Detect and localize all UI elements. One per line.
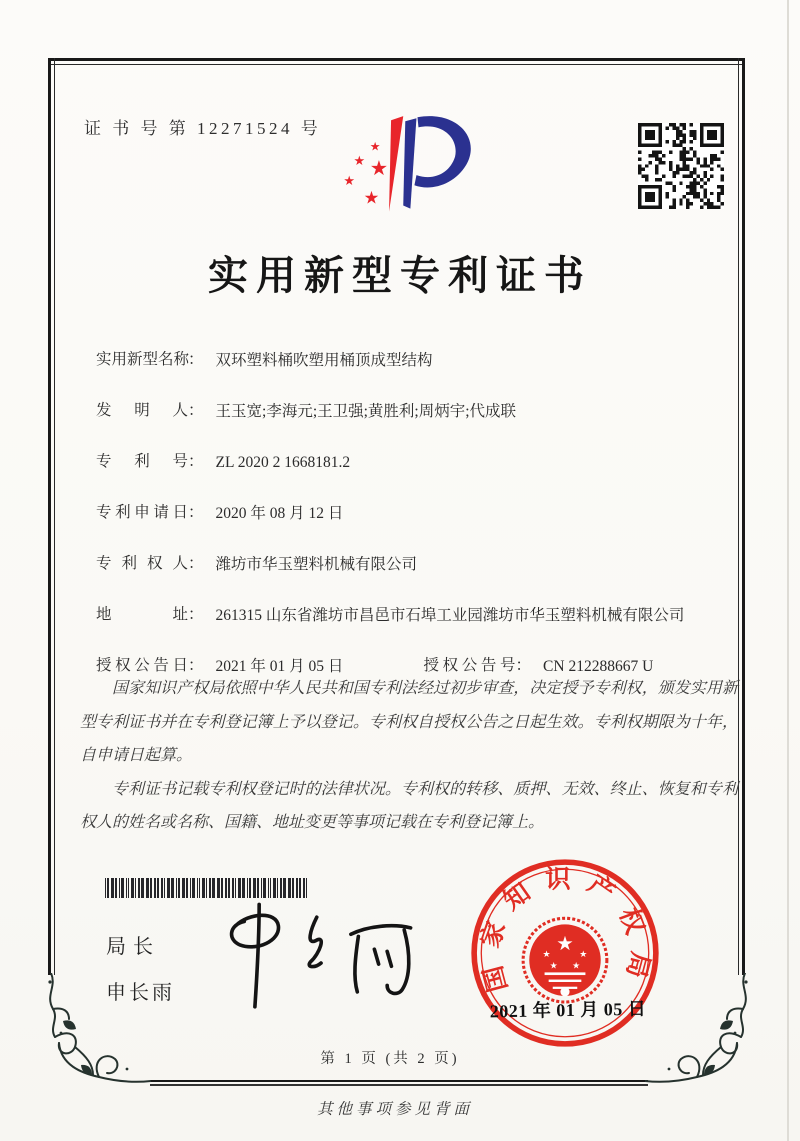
signer-name: 申长雨 [106, 982, 175, 1004]
frame-bottom-border [150, 1080, 648, 1086]
svg-text:★: ★ [343, 173, 356, 189]
svg-text:★: ★ [572, 960, 581, 971]
photo-edge-line [787, 0, 789, 1141]
national-emblem-icon [523, 918, 607, 1002]
signer-title: 局长 [106, 936, 160, 958]
field-value: 2020 年 08 月 12 日 [215, 505, 344, 522]
field-value: 261315 山东省潍坊市昌邑市石埠工业园潍坊市华玉塑料机械有限公司 [215, 607, 685, 624]
field-filing-date: 专利申请日 ： 2020 年 08 月 12 日 [96, 501, 708, 527]
field-label: 实用新型名称 [96, 351, 190, 368]
field-value: 王玉宽;李海元;王卫强;黄胜利;周炳宇;代成联 [215, 403, 517, 420]
svg-text:★: ★ [353, 152, 366, 168]
field-utility-model-name: 实用新型名称 ： 双环塑料桶吹塑用桶顶成型结构 [96, 348, 708, 374]
svg-text:★: ★ [542, 949, 551, 960]
svg-text:★: ★ [369, 158, 388, 181]
grant-number-label: 授权公告号 [423, 657, 516, 674]
field-label: 专利申请日 [96, 504, 188, 521]
svg-text:★: ★ [549, 960, 558, 971]
grant-number-value: CN 212288667 U [543, 658, 654, 675]
grant-row: 授权公告日 ： 2021 年 01 月 05 日 授权公告号 ： CN 212288667 U [96, 654, 708, 680]
barcode [105, 878, 317, 898]
qr-code [638, 123, 724, 209]
svg-text:★: ★ [579, 949, 588, 960]
svg-text:★: ★ [556, 933, 574, 955]
logo-stars [343, 140, 388, 208]
field-inventors: 发明人 ： 王玉宽;李海元;王卫强;黄胜利;周炳宇;代成联 [96, 399, 708, 425]
signature-icon [205, 898, 420, 1010]
paragraph-1: 国家知识产权局依照中华人民共和国专利法经过初步审查，决定授予专利权，颁发实用新型专利证书并在专利登记簿上予以登记。专利权自授权公告之日起生效。专利权期限为十年，自申请日起算。 [80, 680, 738, 764]
field-label: 地址 [96, 606, 188, 623]
page-indicator: 第 1 页 (共 2 页) [320, 1051, 460, 1067]
field-label: 专利权人 [96, 555, 188, 572]
field-value: 双环塑料桶吹塑用桶顶成型结构 [215, 352, 433, 369]
frame-top-border [48, 58, 745, 65]
certificate-number: 证 书 号 第 12271524 号 [84, 119, 322, 138]
seal-text: 国家知识产权局 [474, 864, 656, 995]
field-value: 潍坊市华玉塑料机械有限公司 [215, 556, 418, 573]
svg-text:★: ★ [363, 188, 380, 208]
paragraph-2: 专利证书记载专利权登记时的法律状况。专利权的转移、质押、无效、终止、恢复和专利权人的姓名或名称、国籍、地址变更等事项记载在专利登记簿上。 [80, 780, 738, 831]
grant-date-value: 2021 年 01 月 05 日 [215, 658, 344, 675]
certificate-title: 实用新型专利证书 [208, 253, 592, 298]
field-list [96, 348, 708, 680]
frame-left-border [48, 58, 55, 975]
grant-date-label: 授权公告日 [96, 657, 188, 674]
legal-text [80, 672, 738, 840]
field-address: 地址 ： 261315 山东省潍坊市昌邑市石埠工业园潍坊市华玉塑料机械有限公司 [96, 603, 708, 629]
back-note: 其他事项参见背面 [316, 1101, 473, 1118]
cnipa-logo-icon [332, 104, 507, 236]
field-label: 发明人 [96, 402, 188, 419]
svg-text:★: ★ [369, 139, 381, 154]
field-label: 专利号 [96, 453, 188, 470]
frame-right-border [738, 58, 745, 975]
seal-date: 2021 年 01 月 05 日 [489, 998, 647, 1022]
field-value: ZL 2020 2 1668181.2 [215, 454, 351, 471]
field-patent-number: 专利号 ： ZL 2020 2 1668181.2 [96, 450, 708, 476]
field-patentee: 专利权人 ： 潍坊市华玉塑料机械有限公司 [96, 552, 708, 578]
signer-block [106, 930, 175, 1005]
